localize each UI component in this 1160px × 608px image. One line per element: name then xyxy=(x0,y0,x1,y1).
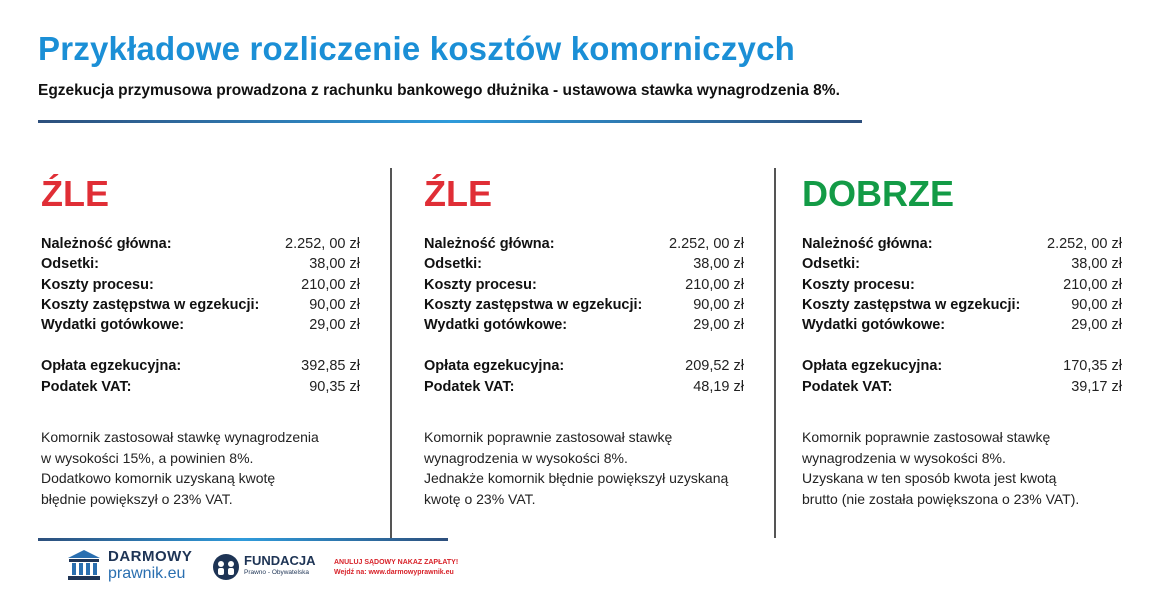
explanation-note xyxy=(802,427,1122,509)
row-value: 38,00 zł xyxy=(1071,256,1122,273)
verdict-label: ŹLE xyxy=(424,173,492,214)
row-value: 39,17 zł xyxy=(1071,378,1122,395)
row-value: 90,00 zł xyxy=(1071,296,1122,313)
row-value: 29,00 zł xyxy=(1071,317,1122,334)
row-label: Należność główna: xyxy=(41,236,172,252)
cost-row-representation xyxy=(41,295,360,315)
cost-table xyxy=(424,234,744,397)
note-line: Jednakże komornik błędnie powiększył uzyskaną xyxy=(424,470,729,487)
cost-row-cash-expenses xyxy=(41,315,360,335)
cost-row-interest xyxy=(424,254,744,274)
column-divider xyxy=(774,168,776,538)
row-value: 170,35 zł xyxy=(1063,358,1122,375)
row-value: 392,85 zł xyxy=(301,358,360,375)
row-value: 2.252, 00 zł xyxy=(669,236,744,252)
row-value: 29,00 zł xyxy=(693,317,744,334)
row-label: Opłata egzekucyjna: xyxy=(424,358,565,375)
fundacja-logo[interactable] xyxy=(212,553,316,581)
note-line: kwotę o 23% VAT. xyxy=(424,490,536,507)
note-line: wynagrodzenia w wysokości 8%. xyxy=(424,449,628,466)
row-label: Podatek VAT: xyxy=(41,378,132,395)
cost-row-process-costs xyxy=(802,275,1122,295)
footer-divider xyxy=(38,538,448,541)
cost-row-cash-expenses xyxy=(424,315,744,335)
row-label: Należność główna: xyxy=(424,236,555,252)
cost-row-interest xyxy=(41,254,360,274)
promo-text[interactable] xyxy=(334,558,458,578)
cost-row-representation xyxy=(802,295,1122,315)
verdict-label: DOBRZE xyxy=(802,173,954,214)
row-label: Odsetki: xyxy=(802,256,861,273)
row-label: Odsetki: xyxy=(41,256,100,273)
row-value: 209,52 zł xyxy=(685,358,744,375)
cost-row-principal xyxy=(424,234,744,254)
row-value: 2.252, 00 zł xyxy=(1047,236,1122,252)
note-line: Komornik poprawnie zastosował stawkę xyxy=(802,429,1051,446)
calculation-column-wrong-2 xyxy=(424,172,744,509)
note-line: Dodatkowo komornik uzyskaną kwotę xyxy=(41,470,276,487)
row-label: Opłata egzekucyjna: xyxy=(41,358,182,375)
row-value: 210,00 zł xyxy=(301,276,360,293)
column-divider xyxy=(390,168,392,538)
row-label: Koszty procesu: xyxy=(41,276,154,293)
note-line: Uzyskana w ten sposób kwota jest kwotą xyxy=(802,470,1057,487)
row-label: Wydatki gotówkowe: xyxy=(802,317,946,334)
cost-row-representation xyxy=(424,295,744,315)
note-line: Komornik zastosował stawkę wynagrodzenia xyxy=(41,429,319,446)
note-line: błędnie powiększył o 23% VAT. xyxy=(41,490,233,507)
page-title: Przykładowe rozliczenie kosztów komorniczych xyxy=(38,30,796,67)
promo-link: Wejdź na: www.darmowyprawnik.eu xyxy=(334,569,454,576)
cost-row-principal xyxy=(802,234,1122,254)
logo2-name: FUNDACJA xyxy=(244,553,316,568)
note-line: Komornik poprawnie zastosował stawkę xyxy=(424,429,673,446)
cost-row-vat xyxy=(802,377,1122,397)
cost-row-vat xyxy=(41,377,360,397)
row-value: 38,00 zł xyxy=(693,256,744,273)
cost-table xyxy=(802,234,1122,397)
darmowy-prawnik-logo[interactable] xyxy=(66,548,192,582)
note-line: w wysokości 15%, a powinien 8%. xyxy=(41,449,254,466)
row-label: Podatek VAT: xyxy=(424,378,515,395)
row-value: 29,00 zł xyxy=(309,317,360,334)
row-label: Koszty zastępstwa w egzekucji: xyxy=(802,296,1021,313)
note-line: wynagrodzenia w wysokości 8%. xyxy=(802,449,1006,466)
cost-row-cash-expenses xyxy=(802,315,1122,335)
cost-row-enforcement-fee xyxy=(424,356,744,376)
cost-row-enforcement-fee xyxy=(41,356,360,376)
calculation-column-correct xyxy=(802,172,1122,509)
logo1-domain: prawnik.eu xyxy=(108,565,186,582)
note-line: brutto (nie została powiększona o 23% VAT). xyxy=(802,490,1080,507)
row-value: 90,00 zł xyxy=(693,296,744,313)
cost-row-vat xyxy=(424,377,744,397)
row-label: Koszty procesu: xyxy=(424,276,537,293)
cost-row-enforcement-fee xyxy=(802,356,1122,376)
row-label: Koszty zastępstwa w egzekucji: xyxy=(41,296,260,313)
row-label: Koszty zastępstwa w egzekucji: xyxy=(424,296,643,313)
row-value: 210,00 zł xyxy=(685,276,744,293)
cost-table xyxy=(41,234,360,397)
row-label: Wydatki gotówkowe: xyxy=(41,317,185,334)
row-value: 90,35 zł xyxy=(309,378,360,395)
cost-row-interest xyxy=(802,254,1122,274)
row-label: Opłata egzekucyjna: xyxy=(802,358,943,375)
row-value: 210,00 zł xyxy=(1063,276,1122,293)
header-divider xyxy=(38,120,862,123)
row-value: 38,00 zł xyxy=(309,256,360,273)
row-value: 2.252, 00 zł xyxy=(285,236,360,252)
promo-headline: ANULUJ SĄDOWY NAKAZ ZAPŁATY! xyxy=(334,559,459,566)
cost-row-principal xyxy=(41,234,360,254)
page-subtitle: Egzekucja przymusowa prowadzona z rachunku bankowego dłużnika - ustawowa stawka wynagrodzenia 8%. xyxy=(38,82,840,99)
cost-row-process-costs xyxy=(41,275,360,295)
row-label: Podatek VAT: xyxy=(802,378,893,395)
verdict-label: ŹLE xyxy=(41,173,109,214)
courthouse-icon xyxy=(66,548,102,582)
row-label: Odsetki: xyxy=(424,256,483,273)
calculation-column-wrong-1 xyxy=(41,172,360,509)
row-label: Wydatki gotówkowe: xyxy=(424,317,568,334)
cost-row-process-costs xyxy=(424,275,744,295)
row-label: Należność główna: xyxy=(802,236,933,252)
logo1-name: DARMOWY xyxy=(108,548,193,565)
explanation-note xyxy=(41,427,360,509)
logo2-tagline: Prawno - Obywatelska xyxy=(244,569,310,576)
row-label: Koszty procesu: xyxy=(802,276,915,293)
explanation-note xyxy=(424,427,744,509)
foundation-emblem-icon xyxy=(212,553,240,581)
row-value: 90,00 zł xyxy=(309,296,360,313)
row-value: 48,19 zł xyxy=(693,378,744,395)
